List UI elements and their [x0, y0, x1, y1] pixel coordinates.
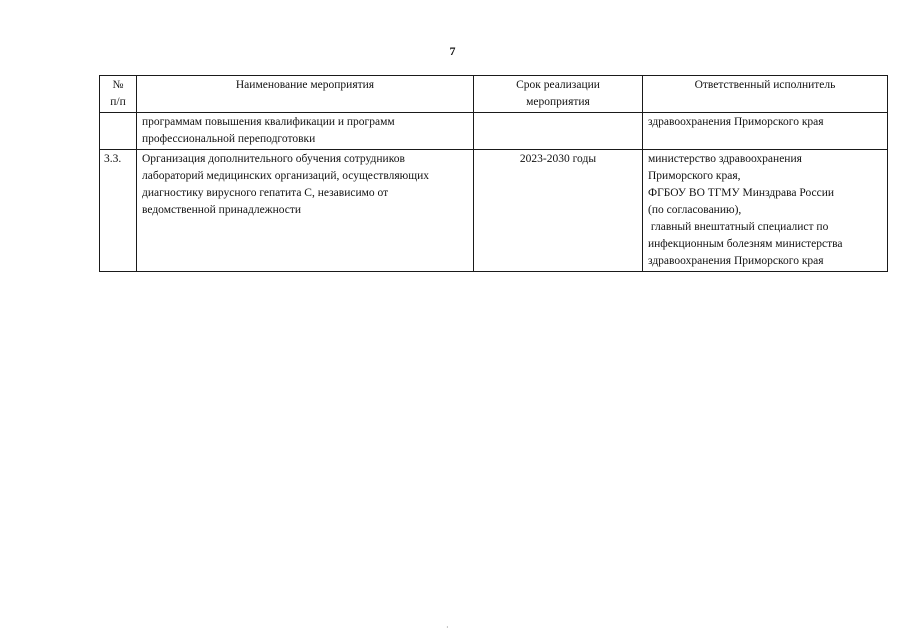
text-line: инфекционным болезням министерства — [648, 238, 843, 250]
text-line: здравоохранения Приморского края — [648, 116, 824, 128]
text-line: профессиональной переподготовки — [142, 133, 316, 145]
header-number — [100, 76, 137, 113]
cell-term — [474, 113, 643, 150]
text-line: (по согласованию), — [648, 204, 742, 216]
header-term — [474, 76, 643, 113]
text-line: программам повышения квалификации и программ — [142, 116, 395, 128]
scan-artifact-dot: · — [446, 623, 449, 632]
text-line: ФГБОУ ВО ТГМУ Минздрава России — [648, 187, 835, 199]
cell-responsible — [643, 113, 888, 150]
header-term-line2: мероприятия — [526, 96, 590, 108]
cell-term: 2023-2030 годы — [474, 150, 643, 272]
cell-number — [100, 113, 137, 150]
cell-activity-name — [137, 113, 474, 150]
cell-responsible — [643, 150, 888, 272]
header-number-line1: № — [112, 79, 124, 91]
activities-table — [99, 75, 888, 272]
table-row — [100, 150, 888, 272]
header-activity-name: Наименование мероприятия — [137, 76, 474, 113]
table-row — [100, 113, 888, 150]
header-term-line1: Срок реализации — [516, 79, 600, 91]
text-line: ведомственной принадлежности — [142, 204, 302, 216]
table-header-row — [100, 76, 888, 113]
text-line: министерство здравоохранения — [648, 153, 802, 165]
text-line: Приморского края, — [648, 170, 741, 182]
text-line: диагностику вирусного гепатита С, независимо от — [142, 187, 389, 199]
text-line: главный внештатный специалист по — [648, 221, 829, 233]
page-number: 7 — [449, 44, 456, 58]
text-line: лабораторий медицинских организаций, осуществляющих — [142, 170, 429, 182]
cell-activity-name — [137, 150, 474, 272]
header-number-line2: п/п — [110, 96, 126, 108]
header-responsible: Ответственный исполнитель — [643, 76, 888, 113]
text-line: Организация дополнительного обучения сотрудников — [142, 153, 405, 165]
cell-number: 3.3. — [100, 150, 137, 272]
text-line: здравоохранения Приморского края — [648, 255, 824, 267]
